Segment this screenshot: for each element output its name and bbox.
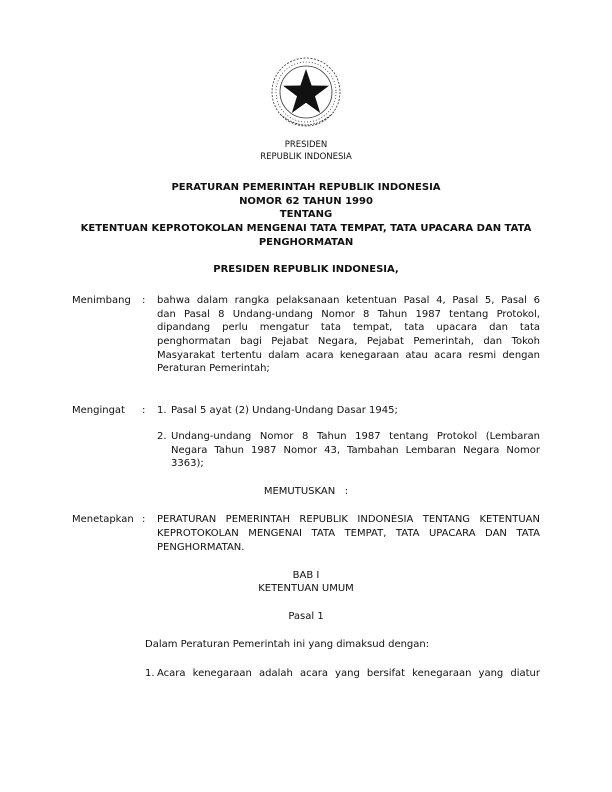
title-line: TENTANG xyxy=(279,209,333,220)
letterhead-line-1: PRESIDEN xyxy=(284,140,328,150)
letterhead-line-2: REPUBLIK INDONESIA xyxy=(260,152,352,162)
title-line: KETENTUAN KEPROTOKOLAN MENGENAI TATA TEMPAT, TATA UPACARA DAN TATA xyxy=(80,223,532,234)
menimbang-line: dan Pasal 8 Undang-undang Nomor 8 Tahun 1987 tentang Protokol, xyxy=(157,309,540,320)
menetapkan-line: KEPROTOKOLAN MENGENAI TATA TEMPAT, TATA UPACARA DAN TATA xyxy=(157,528,540,539)
issuer-heading: PRESIDEN REPUBLIK INDONESIA, xyxy=(213,264,399,275)
pasal-item-text: Acara kenegaraan adalah acara yang bersifat kenegaraan yang diatur xyxy=(157,668,540,679)
mengingat-line: Negara Tahun 1987 Nomor 43, Tambahan Lembaran Negara Nomor xyxy=(171,445,540,456)
menetapkan-label: Menetapkan xyxy=(72,514,134,525)
title-line: PERATURAN PEMERINTAH REPUBLIK INDONESIA xyxy=(171,182,441,193)
presidential-seal-emblem xyxy=(266,52,346,138)
menetapkan-line: PENGHORMATAN. xyxy=(157,542,245,553)
menimbang-line: dipandang perlu mengatur tata tempat, tata upacara dan tata xyxy=(157,322,540,333)
pasal-title: Pasal 1 xyxy=(288,611,324,622)
menimbang-line: Peraturan Pemerintah; xyxy=(157,363,270,374)
mengingat-line: Undang-undang Nomor 8 Tahun 1987 tentang Protokol (Lembaran xyxy=(171,431,540,442)
mengingat-line: Pasal 5 ayat (2) Undang-Undang Dasar 1945; xyxy=(171,405,398,416)
colon: : xyxy=(142,295,146,306)
memutuskan-heading: MEMUTUSKAN : xyxy=(263,486,349,497)
menimbang-line: penghormatan bagi Pejabat Negara, Pejabat Pemerintah, dan Tokoh xyxy=(157,336,540,347)
list-number: 1. xyxy=(157,405,167,416)
bab-title: KETENTUAN UMUM xyxy=(258,583,354,594)
pasal-intro: Dalam Peraturan Pemerintah ini yang dimaksud dengan: xyxy=(145,639,430,650)
colon: : xyxy=(142,405,146,416)
menimbang-line: bahwa dalam rangka pelaksanaan ketentuan Pasal 4, Pasal 5, Pasal 6 xyxy=(157,295,540,306)
menetapkan-line: PERATURAN PEMERINTAH REPUBLIK INDONESIA TENTANG KETENTUAN xyxy=(157,514,540,525)
title-line: PENGHORMATAN xyxy=(258,237,354,248)
mengingat-label: Mengingat xyxy=(72,405,125,416)
list-number: 2. xyxy=(157,431,167,442)
menimbang-label: Menimbang xyxy=(72,295,131,306)
mengingat-line: 3363); xyxy=(171,458,204,469)
menimbang-line: Masyarakat tertentu dalam acara kenegaraan atau acara resmi dengan xyxy=(157,350,540,361)
bab-number: BAB I xyxy=(292,570,320,581)
title-line: NOMOR 62 TAHUN 1990 xyxy=(239,196,373,207)
list-number: 1. xyxy=(145,668,155,679)
colon: : xyxy=(142,514,146,525)
